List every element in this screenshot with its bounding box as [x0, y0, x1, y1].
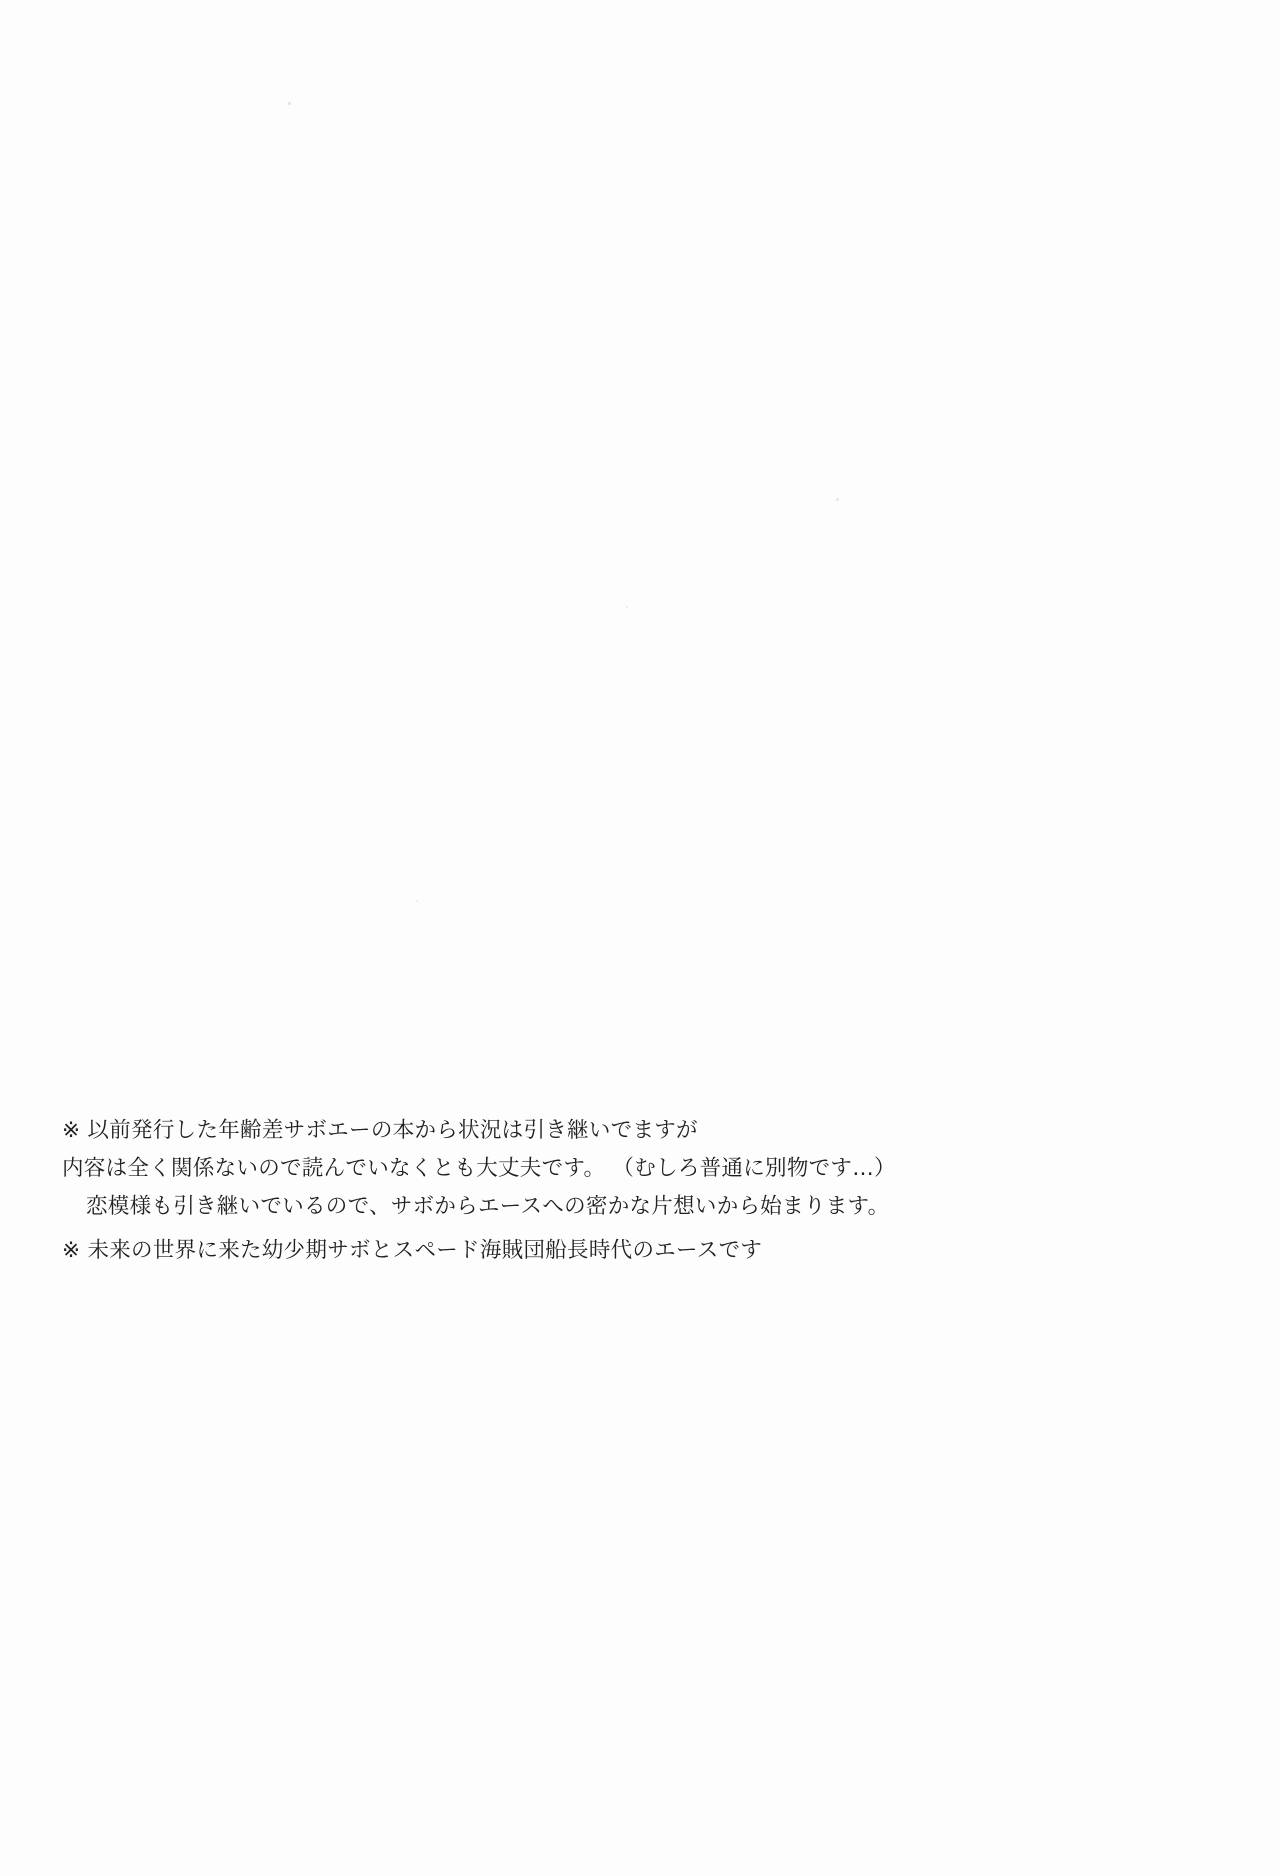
scan-speck-icon	[288, 102, 291, 105]
scan-speck-icon	[836, 498, 839, 501]
scan-speck-icon	[416, 900, 418, 902]
note-line: 恋模様も引き継いでいるので、サボからエースへの密かな片想いから始まります。	[86, 1194, 890, 1219]
author-notes	[62, 1112, 1222, 1270]
note-line: 内容は全く関係ないので読んでいなくとも大丈夫です。 （むしろ普通に別物です…）	[62, 1156, 896, 1181]
scan-speck-icon	[626, 606, 628, 608]
note-line: ※ 以前発行した年齢差サボエーの本から状況は引き継いでますが	[62, 1118, 698, 1143]
note-line: ※ 未来の世界に来た幼少期サボとスペード海賊団船長時代のエースです	[62, 1238, 763, 1263]
